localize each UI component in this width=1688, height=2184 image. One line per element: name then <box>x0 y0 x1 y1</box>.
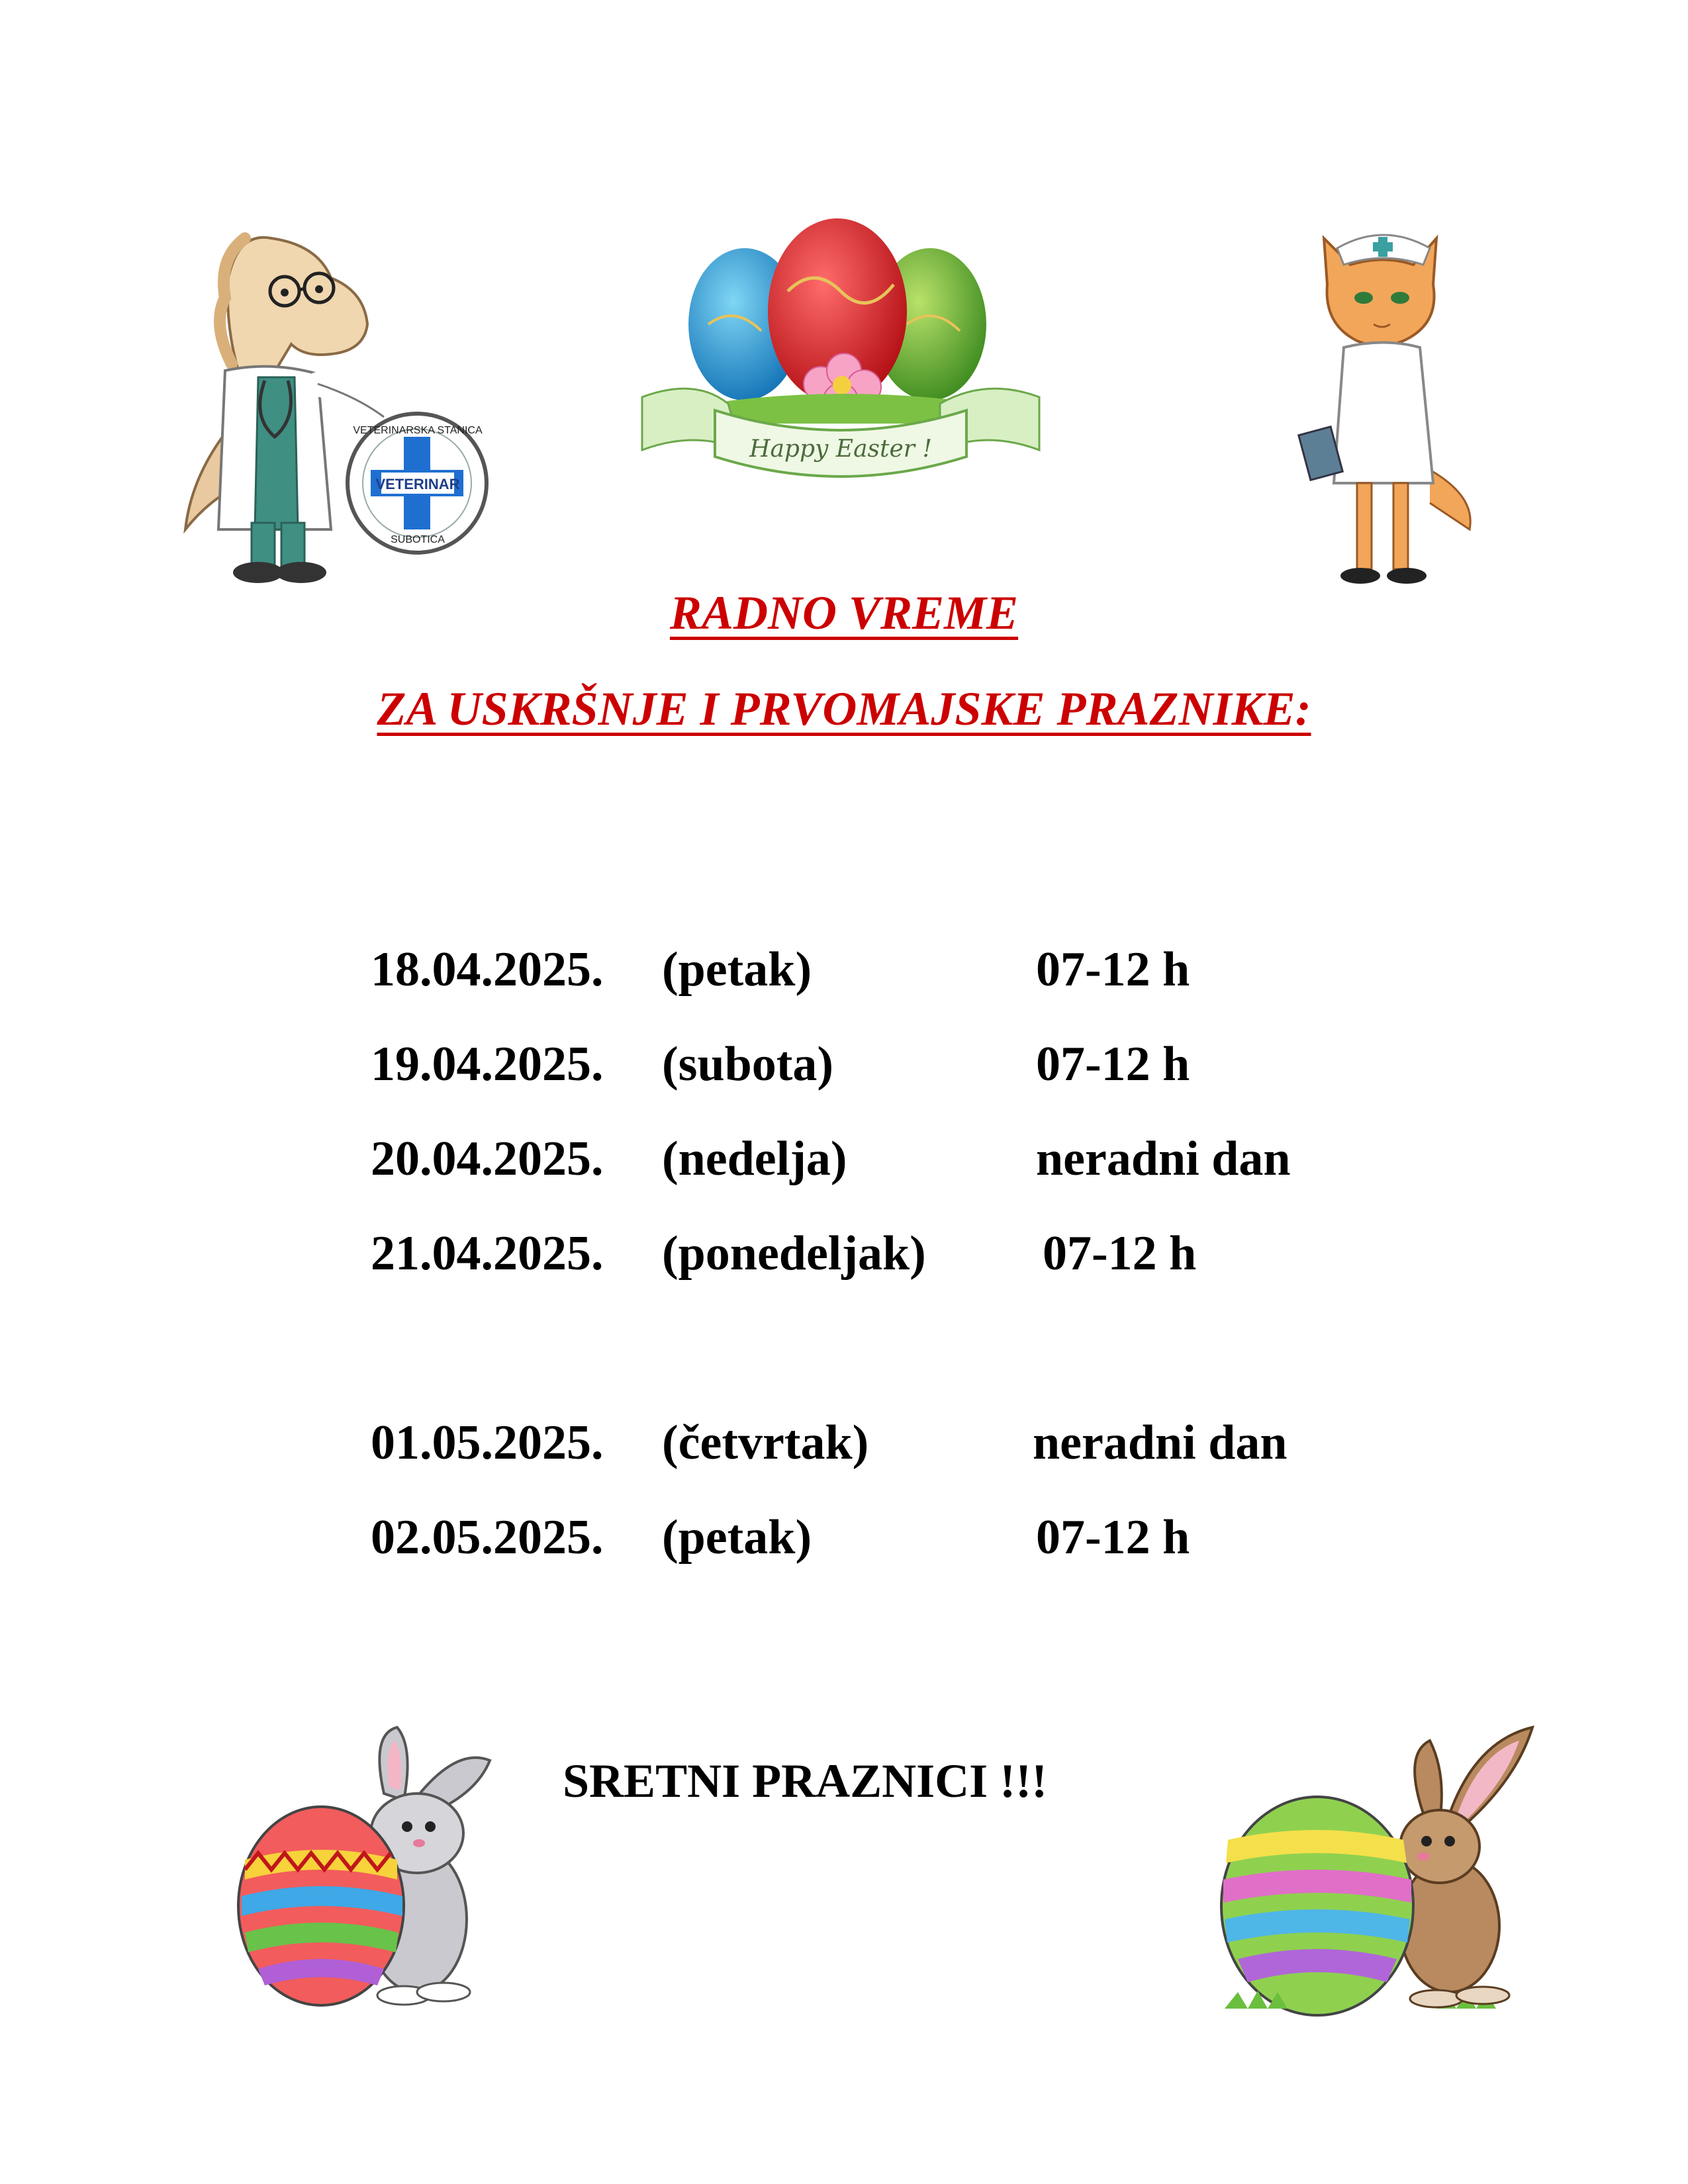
title-line-1 <box>0 586 1688 639</box>
schedule-date: 01.05.2025. <box>371 1416 604 1470</box>
schedule-date: 20.04.2025. <box>371 1132 604 1186</box>
schedule-date: 02.05.2025. <box>371 1510 604 1565</box>
schedule-hours: 07-12 h <box>1043 1226 1197 1281</box>
schedule-day: (petak) <box>662 1510 812 1565</box>
schedule-day: (petak) <box>662 942 812 997</box>
title-line-1-text: RADNO VREME <box>669 586 1019 639</box>
schedule-hours: 07-12 h <box>1036 942 1190 997</box>
badge-top-text: VETERINARSKA STANICA <box>353 425 483 436</box>
schedule-day: (nedelja) <box>662 1132 847 1186</box>
bunny-with-egg-icon <box>218 1721 516 2012</box>
schedule-hours: 07-12 h <box>1036 1037 1190 1091</box>
schedule-date: 18.04.2025. <box>371 942 604 997</box>
title-line-2 <box>0 682 1688 735</box>
schedule-date: 19.04.2025. <box>371 1037 604 1091</box>
schedule-hours: 07-12 h <box>1036 1510 1190 1565</box>
schedule-day: (ponedeljak) <box>662 1226 926 1281</box>
easter-eggs-icon <box>616 212 1066 490</box>
schedule-hours: neradni dan <box>1033 1416 1288 1470</box>
schedule-hours: neradni dan <box>1036 1132 1291 1186</box>
schedule-day: (subota) <box>662 1037 834 1091</box>
cat-nurse-icon <box>1297 218 1483 596</box>
badge-bottom-text: SUBOTICA <box>391 534 445 545</box>
badge-mid-text: VETERINAR <box>375 476 460 492</box>
veterinar-badge <box>348 414 487 553</box>
schedule-date: 21.04.2025. <box>371 1226 604 1281</box>
banner-text: Happy Easter ! <box>749 435 932 463</box>
bunny-with-egg-icon <box>1185 1714 1556 2019</box>
title-line-2-text: ZA USKRŠNJE I PRVOMAJSKE PRAZNIKE: <box>377 682 1311 735</box>
schedule-day: (četvrtak) <box>662 1416 869 1470</box>
greeting: SRETNI PRAZNICI !!! <box>563 1754 1048 1807</box>
horse-vet-icon <box>165 218 496 589</box>
